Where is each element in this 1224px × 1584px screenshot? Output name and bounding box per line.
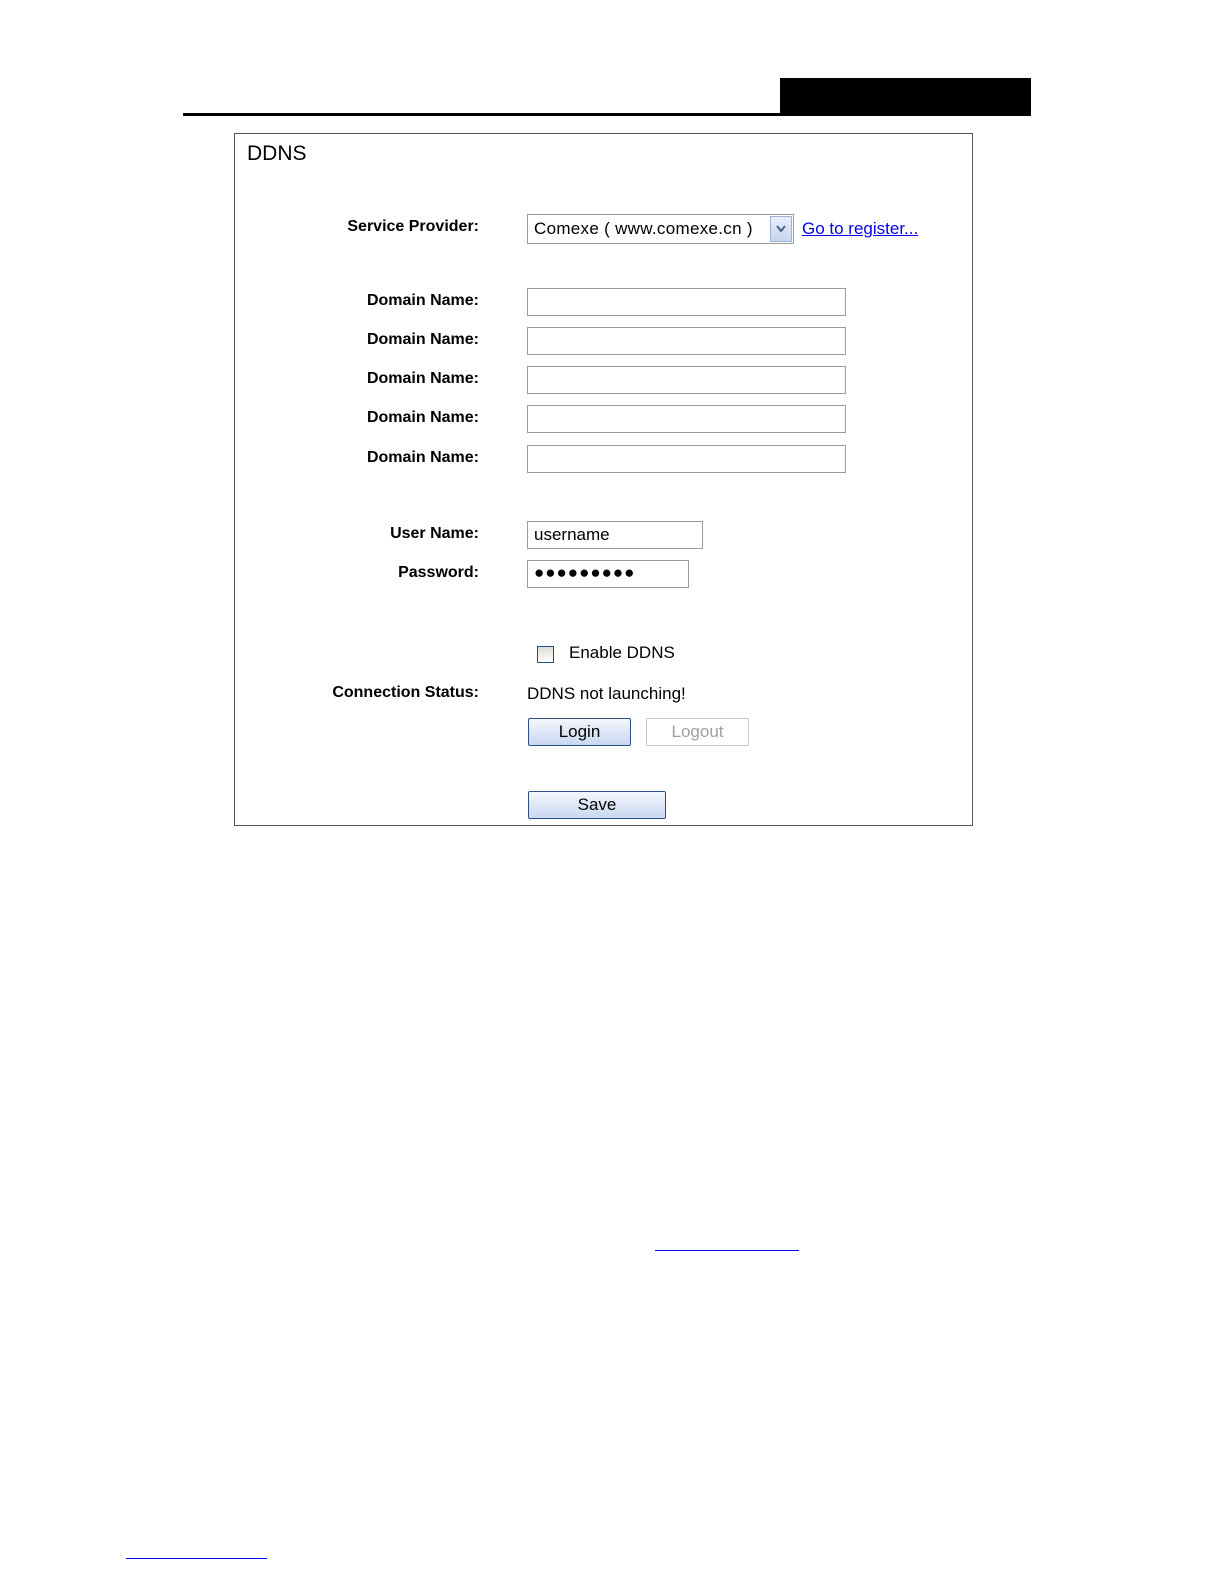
user-name-input[interactable]: username	[527, 521, 703, 549]
connection-status-label: Connection Status:	[332, 684, 479, 701]
domain-name-input-2[interactable]	[527, 327, 846, 355]
ddns-panel	[234, 133, 973, 826]
page-header-rule	[183, 113, 1031, 116]
login-button[interactable]: Login	[528, 718, 631, 746]
logout-button[interactable]: Logout	[646, 718, 749, 746]
link-underline	[126, 1558, 267, 1559]
save-button[interactable]: Save	[528, 791, 666, 819]
service-provider-select[interactable]	[527, 214, 794, 244]
domain-name-input-4[interactable]	[527, 405, 846, 433]
domain-name-label: Domain Name:	[366, 409, 479, 426]
connection-status-value: DDNS not launching!	[527, 684, 686, 703]
enable-ddns-label: Enable DDNS	[569, 643, 675, 662]
domain-name-input-5[interactable]	[527, 445, 846, 473]
service-provider-label: Service Provider:	[347, 218, 479, 235]
page-header-block	[780, 78, 1031, 116]
page-title: DDNS	[247, 142, 307, 165]
go-to-register-link[interactable]: Go to register...	[802, 219, 919, 238]
password-label: Password:	[398, 564, 479, 581]
domain-name-label: Domain Name:	[366, 292, 479, 309]
domain-name-input-1[interactable]	[527, 288, 846, 316]
password-input[interactable]	[527, 560, 689, 588]
chevron-down-icon[interactable]	[770, 216, 792, 242]
domain-name-input-3[interactable]	[527, 366, 846, 394]
link-underline	[655, 1250, 799, 1251]
service-provider-value: Comexe ( www.comexe.cn )	[534, 219, 753, 238]
domain-name-label: Domain Name:	[366, 331, 479, 348]
domain-name-label: Domain Name:	[366, 449, 479, 466]
user-name-label: User Name:	[390, 525, 479, 542]
domain-name-label: Domain Name:	[366, 370, 479, 387]
password-mask: ●●●●●●●●●	[534, 563, 636, 582]
enable-ddns-checkbox[interactable]	[537, 646, 554, 663]
